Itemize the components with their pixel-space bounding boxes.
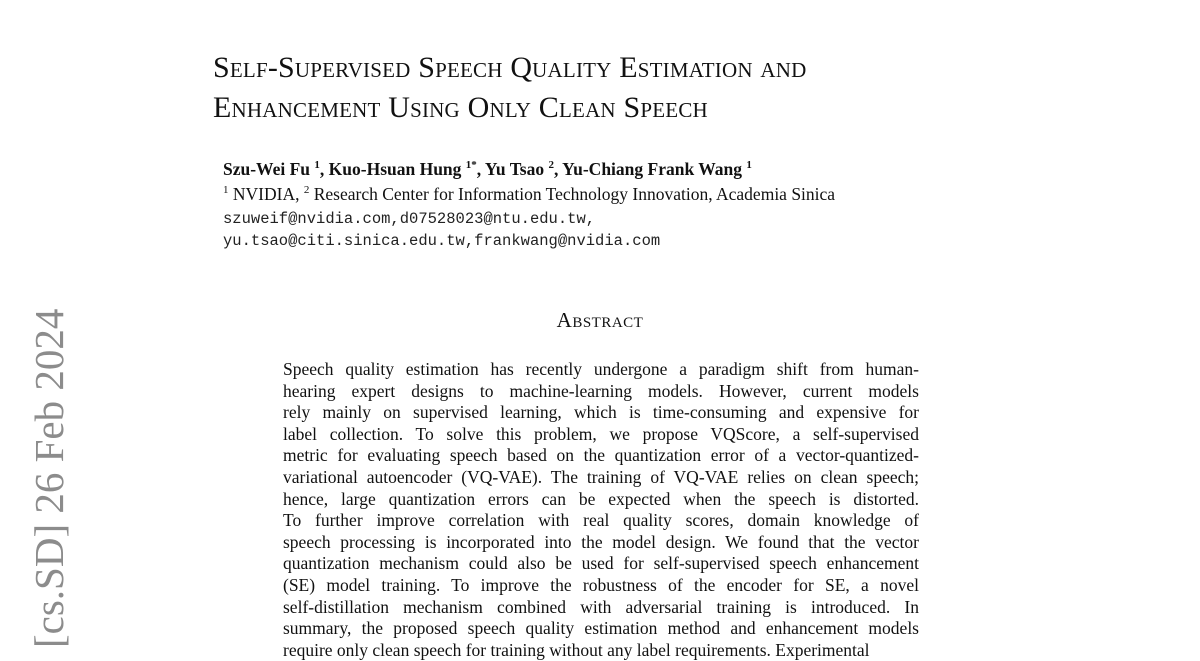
email-line-1: szuweif@nvidia.com,d07528023@ntu.edu.tw, — [223, 210, 596, 228]
abstract-text — [283, 359, 919, 661]
affiliation-name: Research Center for Information Technology Innovation, Academia Sinica — [309, 184, 836, 204]
author-name: , Yu Tsao — [476, 159, 549, 179]
author-affiliation-mark: 2 — [548, 159, 554, 171]
affiliation-name: NVIDIA, — [228, 184, 304, 204]
abstract-line: hearing expert designs to machine-learning models. However, current models — [283, 380, 919, 401]
author-affiliation-mark: 1* — [465, 159, 477, 171]
author-emails — [223, 208, 660, 252]
abstract-line: self-distillation mechanism combined with adversarial training is introduced. In — [283, 596, 919, 617]
paper-title — [213, 48, 1113, 128]
abstract-line: Speech quality estimation has recently undergone a paradigm shift from human- — [283, 359, 919, 379]
affiliations — [223, 184, 835, 205]
abstract-heading: Abstract — [556, 308, 644, 332]
abstract-line: summary, the proposed speech quality estimation method and enhancement models — [283, 618, 919, 639]
abstract-line: (SE) model training. To improve the robustness of the encoder for SE, a novel — [283, 574, 919, 595]
affiliation-mark: 1 — [223, 184, 229, 196]
author-affiliation-mark: 1 — [746, 159, 752, 171]
affiliation-mark: 2 — [303, 184, 310, 196]
abstract-line: label collection. To solve this problem, we propose VQScore, a self-supervised — [283, 423, 919, 444]
abstract-line: quantization mechanism could also be used for self-supervised speech enhancement — [283, 553, 919, 574]
author-name: , Kuo-Hsuan Hung — [319, 159, 466, 179]
author-name: , Yu-Chiang Frank Wang — [553, 159, 747, 179]
abstract-line: variational autoencoder (VQ-VAE). The training of VQ-VAE relies on clean speech; — [283, 466, 919, 487]
title-line-2: Enhancement Using Only Clean Speech — [213, 91, 708, 124]
abstract-line: require only clean speech for training without any label requirements. Experimental — [283, 639, 870, 660]
author-name: Szu-Wei Fu — [223, 159, 315, 179]
email-line-2: yu.tsao@citi.sinica.edu.tw,frankwang@nvidia.com — [223, 232, 661, 250]
abstract-line: rely mainly on supervised learning, which is time-consuming and expensive for — [283, 402, 919, 423]
title-line-1: Self-Supervised Speech Quality Estimation and — [213, 51, 807, 84]
abstract-line: speech processing is incorporated into the model design. We found that the vector — [283, 531, 919, 552]
author-list — [223, 159, 752, 180]
author-affiliation-mark: 1 — [314, 159, 320, 171]
abstract-line: hence, large quantization errors can be expected when the speech is distorted. — [283, 488, 919, 509]
abstract-line: metric for evaluating speech based on the quantization error of a vector-quantized- — [283, 445, 919, 466]
arxiv-identifier-stamp: [cs.SD] 26 Feb 2024 — [26, 308, 72, 648]
abstract-line: To further improve correlation with real quality scores, domain knowledge of — [283, 510, 919, 531]
